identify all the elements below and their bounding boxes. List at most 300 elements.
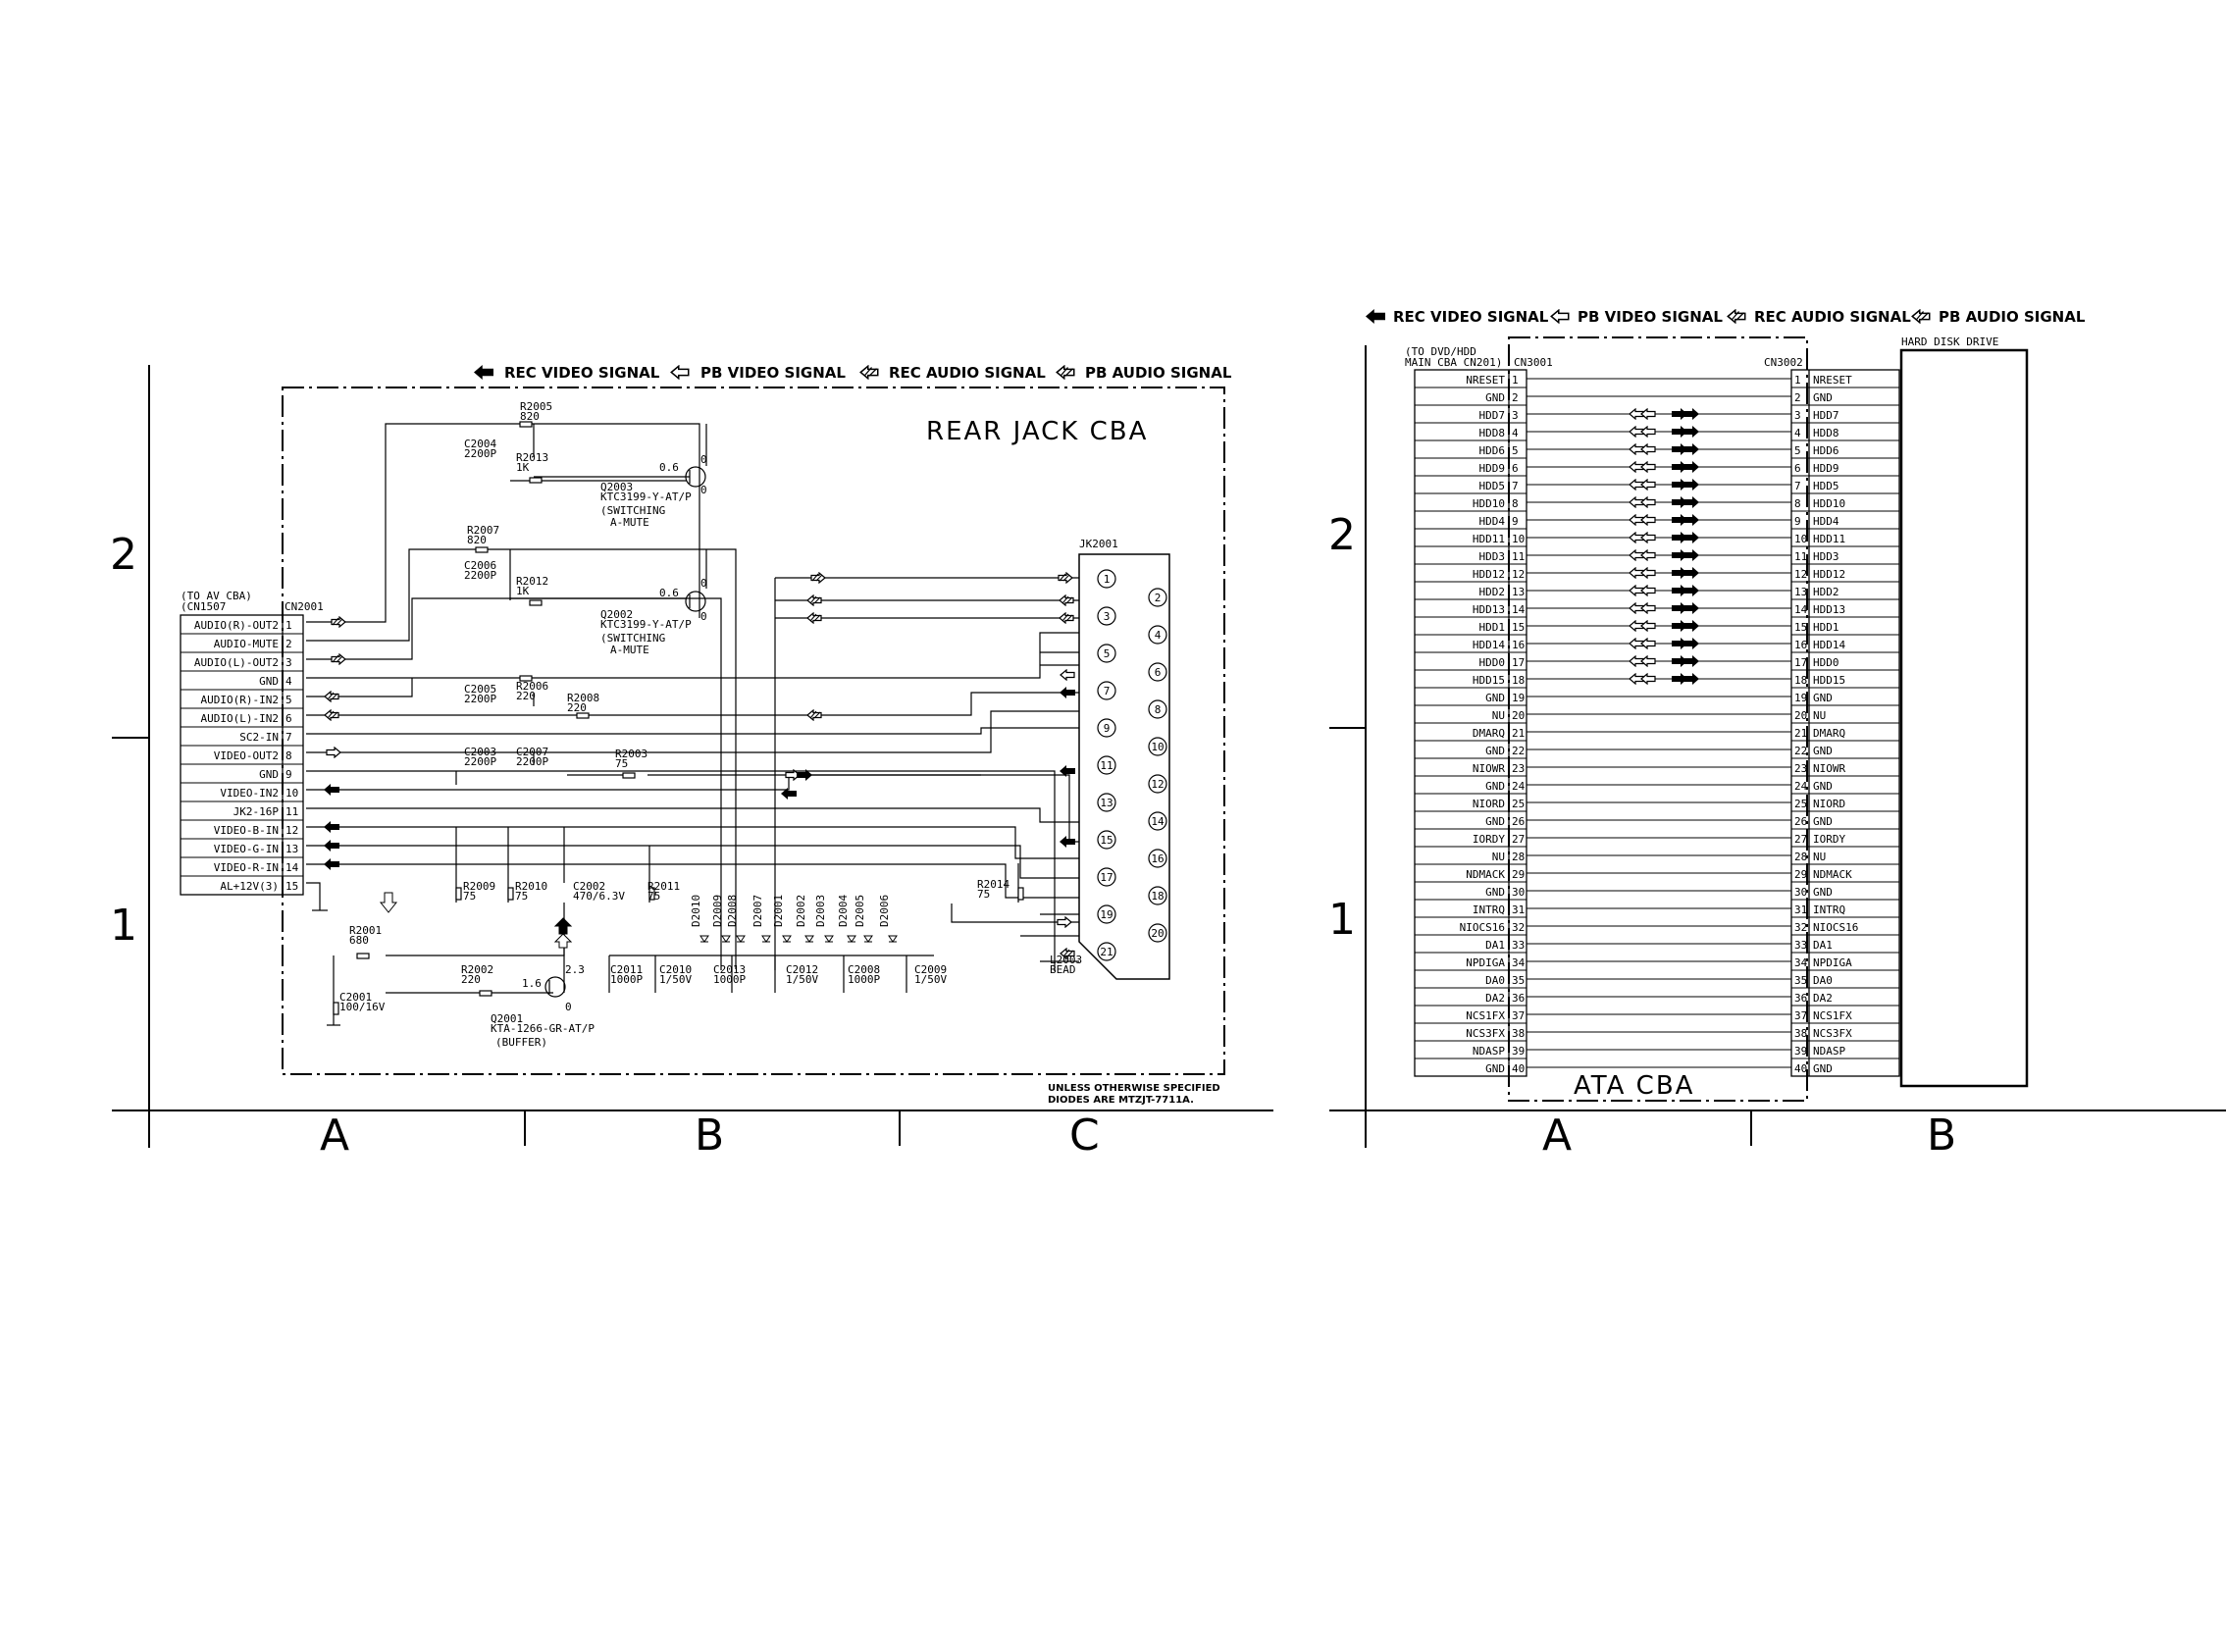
part-label-c2005: C2005 [464,683,497,696]
cn2001-pin-number: 6 [285,712,292,725]
diode-label-d2009: D2009 [711,894,724,927]
cn3001-pin-name: HDD3 [1478,550,1505,563]
diode-label-d2010: D2010 [690,894,702,927]
jk2001-pin-number: 20 [1151,927,1165,940]
part-label-q2003: Q2003 [600,481,634,493]
rec-video-arrow-icon [1683,514,1699,526]
diode-symbol-icon [700,936,708,942]
jk2001-pin-number: 1 [1103,573,1111,586]
cn3001-pin-name: NU [1491,851,1505,863]
cn2001-pin-number: 7 [285,731,292,744]
cn3002-pin-number: 30 [1794,886,1808,899]
cn3001-pin-number: 36 [1512,992,1526,1005]
cn3002-pin-number: 8 [1794,497,1801,510]
pb-audio-arrow-icon [1057,366,1074,379]
cn3001-pin-number: 2 [1512,391,1519,404]
part-label-r2013: R2013 [516,451,549,464]
rec-video-arrow-icon [1683,585,1699,596]
cn3002-pin-number: 11 [1794,550,1808,563]
cn3002-pin-number: 20 [1794,709,1808,722]
rec-video-arrow-icon [1683,567,1699,579]
cn3001-pin-number: 28 [1512,851,1526,863]
cn3002-pin-name: NDASP [1813,1045,1846,1058]
cn3002-pin-number: 6 [1794,462,1801,475]
rec-video-arrow-icon [474,365,493,380]
part-label-r2006v: 220 [516,690,536,702]
part-label-c2002: C2002 [573,880,606,893]
cn3002-pin-name: GND [1813,745,1833,757]
part-label-r2008v: 220 [567,701,587,714]
cn3002-pin-name: DMARQ [1813,727,1846,740]
cn3001-pin-name: NDMACK [1466,868,1505,881]
cn3002-pin-name: NIOWR [1813,762,1846,775]
legend-pb-audio-2: PB AUDIO SIGNAL [1939,308,2086,326]
cn3002-pin-number: 4 [1794,427,1801,439]
cn3002-pin-name: HDD9 [1813,462,1839,475]
part-label-c2004v: 2200P [464,447,497,460]
col-label-c-left: C [1069,1110,1100,1161]
diode-label-d2003: D2003 [814,894,827,927]
cn3001-pin-number: 11 [1512,550,1526,563]
cn3001-pin-name: GND [1485,745,1505,757]
part-label-c2007v: 2200P [516,755,549,768]
cn2001-pin-name: VIDEO-IN2 [220,787,279,800]
cn3002-pin-name: GND [1813,1062,1833,1075]
cn3002-pin-number: 25 [1794,798,1808,810]
rec-video-arrow-icon [1683,408,1699,420]
col-label-b-left: B [695,1110,725,1161]
jk2001-pin-number: 5 [1103,647,1111,660]
row-label-1-left: 1 [110,901,137,951]
cn3002-pin-name: NU [1813,709,1827,722]
part-label-r2010v: 75 [515,890,529,903]
part-label-v0e: 0 [565,1001,572,1013]
cn3002-pin-name: INTRQ [1813,903,1846,916]
cn3002-pin-number: 1 [1794,374,1801,387]
part-label-sw2a: (SWITCHING [600,632,666,645]
cn3002-pin-name: NRESET [1813,374,1852,387]
legend-rec-video: REC VIDEO SIGNAL [504,364,660,382]
part-label-r2003: R2003 [615,748,648,760]
cn3002-pin-number: 29 [1794,868,1808,881]
cn3001-pin-number: 38 [1512,1027,1526,1040]
part-label-r2014: R2014 [977,878,1010,891]
rear-jack-board-outline [283,387,1224,1074]
rec-video-arrow-icon [1683,602,1699,614]
cn2001-pin-number: 9 [285,768,292,781]
cn3001-pin-name: HDD5 [1478,480,1505,492]
cn3002-pin-name: GND [1813,886,1833,899]
jk2001-pin-number: 2 [1154,592,1162,604]
part-label-c2004: C2004 [464,438,497,450]
part-label-c2010v: 1/50V [659,973,693,986]
rec-video-arrow-icon [1683,673,1699,685]
cn2001-pin-name: VIDEO-G-IN [213,843,279,855]
rec-video-arrow-icon [1683,532,1699,543]
cn3002-pin-name: HDD1 [1813,621,1839,634]
row-label-2-left: 2 [110,530,137,580]
part-label-c2008: C2008 [848,963,881,976]
transistor-q2001 [545,977,565,997]
cn3001-pin-number: 16 [1512,639,1526,651]
right-sheet-frame [1329,345,2226,1148]
cn3001-pin-name: HDD10 [1472,497,1505,510]
cn3001-pin-name: INTRQ [1472,903,1505,916]
cn3002-pin-number: 32 [1794,921,1808,934]
cn3002-pin-name: NU [1813,851,1827,863]
pb-video-arrow-icon [1641,462,1655,472]
cn3002-pin-number: 14 [1794,603,1808,616]
part-label-v16: 1.6 [522,977,542,990]
cn3001-pin-name: DMARQ [1472,727,1505,740]
cn2001-pin-name: VIDEO-R-IN [213,861,279,874]
part-label-c2008v: 1000P [848,973,881,986]
cn3002-pin-number: 35 [1794,974,1808,987]
to-av-label-1: (TO AV CBA) [181,590,252,602]
cn3001-pin-name: NIORD [1472,798,1505,810]
legend-rec-audio-2: REC AUDIO SIGNAL [1754,308,1911,326]
pb-video-arrow-icon [1641,586,1655,595]
cn2001-pin-name: VIDEO-OUT2 [213,749,279,762]
cn2001-pin-number: 4 [285,675,292,688]
cn2001-pin-number: 3 [285,656,292,669]
part-label-c2012: C2012 [786,963,819,976]
cn3002-pin-name: HDD6 [1813,444,1839,457]
cn3001-pin-number: 13 [1512,586,1526,598]
jk2001-pin-number: 18 [1151,890,1165,903]
cn3001-pin-name: HDD8 [1478,427,1505,439]
part-label-v0b: 0 [700,484,707,496]
hdd-label: HARD DISK DRIVE [1901,336,1999,348]
cn3002-pin-number: 37 [1794,1009,1808,1022]
cn3002-pin-name: IORDY [1813,833,1846,846]
cn2001-pin-number: 14 [285,861,299,874]
diode-label-d2001: D2001 [772,894,785,927]
rec-video-arrow-icon [1683,443,1699,455]
rec-video-arrow-icon [1683,620,1699,632]
cn3002-pin-number: 23 [1794,762,1808,775]
cn2001-pin-name: JK2-16P [233,805,279,818]
cn3002-pin-name: HDD11 [1813,533,1846,545]
rec-video-arrow-icon [1683,655,1699,667]
part-label-c2001: C2001 [339,991,373,1004]
cn3002-pin-number: 12 [1794,568,1808,581]
cn3002-pin-number: 16 [1794,639,1808,651]
diode-label-d2008: D2008 [726,894,739,927]
cn3001-label: CN3001 [1514,356,1553,369]
cn2001-pin-name: AUDIO-MUTE [213,638,279,650]
cn3001-pin-name: HDD11 [1472,533,1505,545]
cn3001-pin-number: 21 [1512,727,1526,740]
part-label-c2013: C2013 [713,963,747,976]
cn3001-pin-number: 25 [1512,798,1526,810]
pb-video-arrow-icon [1641,674,1655,684]
part-label-l2003: L2003 [1050,954,1083,966]
cn3002-pin-name: HDD8 [1813,427,1839,439]
diode-symbol-icon [737,936,745,942]
cn3002-pin-name: NIOCS16 [1813,921,1859,934]
part-label-v06a: 0.6 [659,461,679,474]
diode-label-d2006: D2006 [878,894,891,927]
jk2001-pin-number: 4 [1154,629,1162,642]
rec-video-arrow-icon [1683,549,1699,561]
cn3002-pin-number: 22 [1794,745,1808,757]
cn2001-pin-number: 10 [285,787,299,800]
part-label-c2011v: 1000P [610,973,644,986]
cn2001-pin-number: 11 [285,805,299,818]
cn2001-pin-name: AUDIO(L)-OUT2 [193,656,279,669]
row-label-2-right: 2 [1328,510,1356,560]
cn3001-pin-number: 40 [1512,1062,1526,1075]
cn3002-pin-number: 24 [1794,780,1808,793]
cn3001-pin-name: GND [1485,1062,1505,1075]
cn3002-pin-name: HDD13 [1813,603,1846,616]
diode-symbol-icon [848,936,855,942]
pb-video-arrow-icon [1641,621,1655,631]
cn3002-pin-name: NIORD [1813,798,1846,810]
cn2001-pin-number: 8 [285,749,292,762]
part-label-q2002: Q2002 [600,608,634,621]
pb-video-arrow-icon [1641,480,1655,490]
legend-left [474,364,1232,382]
cn3002-pin-number: 7 [1794,480,1801,492]
diode-label-d2002: D2002 [795,894,807,927]
to-av-label-2: (CN1507 [181,600,227,613]
diode-symbol-icon [825,936,833,942]
hard-disk-drive-box [1901,350,2027,1086]
cn3002-pin-number: 2 [1794,391,1801,404]
cn2001-pin-name: AUDIO(L)-IN2 [200,712,279,725]
cn3002-pin-number: 34 [1794,956,1808,969]
part-label-q2001t: KTA-1266-GR-AT/P [491,1022,595,1035]
pb-video-arrow-icon [1641,639,1655,648]
part-label-r2006: R2006 [516,680,549,693]
diode-symbol-icon [864,936,872,942]
cn3001-pin-name: NRESET [1466,374,1505,387]
cn3002-pin-number: 9 [1794,515,1801,528]
cn3002-pin-number: 19 [1794,692,1808,704]
cn2001-pin-name: SC2-IN [239,731,279,744]
cn3001-pin-number: 3 [1512,409,1519,422]
diode-label-d2007: D2007 [751,894,764,927]
pb-video-arrow-icon [1641,568,1655,578]
cn3002-pin-number: 10 [1794,533,1808,545]
part-label-v0c: 0 [700,577,707,590]
jk2001-pin-number: 21 [1100,946,1113,958]
part-label-r2002: R2002 [461,963,494,976]
part-label-v0d: 0 [700,610,707,623]
cn3001-pin-number: 37 [1512,1009,1526,1022]
diode-note-1: UNLESS OTHERWISE SPECIFIED [1048,1083,1220,1094]
cn3001-pin-name: NIOWR [1472,762,1505,775]
cn3002-label: CN3002 [1764,356,1803,369]
jk2001-pin-number: 16 [1151,852,1165,865]
part-label-c2013v: 1000P [713,973,747,986]
cn3002-pin-name: NDMACK [1813,868,1852,881]
jk2001-pin-number: 10 [1151,741,1165,753]
cn3001-pin-number: 35 [1512,974,1526,987]
legend-rec-video-2: REC VIDEO SIGNAL [1393,308,1549,326]
jk2001-label: JK2001 [1079,538,1118,550]
cn3001-pin-name: NIOCS16 [1459,921,1505,934]
rec-video-arrow-icon [1683,496,1699,508]
part-label-r2009: R2009 [463,880,496,893]
cn3001-pin-name: NPDIGA [1466,956,1505,969]
cn3002-pin-number: 21 [1794,727,1808,740]
part-label-r2011v: 75 [647,890,661,903]
part-label-c2007: C2007 [516,746,549,758]
rear-jack-title: REAR JACK CBA [926,417,1149,446]
to-dvd-label-1: (TO DVD/HDD [1405,345,1476,358]
pb-video-arrow-icon [1641,656,1655,666]
pb-video-arrow-icon [1641,444,1655,454]
cn2001-pin-number: 2 [285,638,292,650]
diode-label-d2004: D2004 [837,894,850,927]
cn2001-pin-name: VIDEO-B-IN [213,824,279,837]
cn3002-pin-name: DA1 [1813,939,1833,952]
part-label-r2002v: 220 [461,973,481,986]
part-label-r2007: R2007 [467,524,500,537]
cn2001-pin-number: 5 [285,694,292,706]
cn3001-pin-number: 27 [1512,833,1526,846]
cn3001-pin-name: HDD9 [1478,462,1505,475]
ata-title: ATA CBA [1574,1071,1695,1101]
cn3001-pin-number: 19 [1512,692,1526,704]
ata-board-outline [1509,337,1807,1101]
cn2001-pin-name: AL+12V(3) [220,880,279,893]
diode-symbol-icon [805,936,813,942]
cn2001-pin-number: 12 [285,824,299,837]
cn3002-pin-name: HDD3 [1813,550,1839,563]
cn3001-pin-number: 17 [1512,656,1526,669]
cn2001-pin-name: GND [259,768,279,781]
part-label-q2001f: (BUFFER) [495,1036,547,1049]
col-label-b-right: B [1927,1110,1957,1161]
cn2001-pin-number: 13 [285,843,299,855]
jk2001-pin-number: 3 [1103,610,1111,623]
cn3001-pin-number: 14 [1512,603,1526,616]
cn3001-pin-number: 9 [1512,515,1519,528]
jk2001-pin-number: 6 [1154,666,1162,679]
part-label-r2001: R2001 [349,924,383,937]
jk2001-pin-number: 8 [1154,703,1162,716]
cn3001-pin-name: HDD14 [1472,639,1505,651]
cn3001-pin-number: 5 [1512,444,1519,457]
rec-video-arrow-icon [1683,461,1699,473]
cn3001-pin-name: NU [1491,709,1505,722]
part-label-v0a: 0 [700,453,707,466]
cn3001-pin-name: HDD4 [1478,515,1505,528]
cn3001-pin-number: 23 [1512,762,1526,775]
cn3001-pin-number: 15 [1512,621,1526,634]
cn3002-pin-name: NPDIGA [1813,956,1852,969]
part-label-c2001v: 100/16V [339,1001,386,1013]
jk2001-pin-number: 15 [1100,834,1113,847]
cn3002-pin-name: HDD12 [1813,568,1846,581]
cn3001-pin-name: GND [1485,780,1505,793]
part-label-r2008: R2008 [567,692,600,704]
cn3001-pin-number: 31 [1512,903,1526,916]
pb-video-arrow-icon [1641,409,1655,419]
rec-audio-arrow-icon [860,366,878,379]
jk2001-pin-number: 7 [1103,685,1111,697]
cn3002-pin-name: GND [1813,692,1833,704]
jk2001-pin-number: 19 [1100,908,1113,921]
part-label-l2003v: BEAD [1050,963,1076,976]
cn2001-pin-name: AUDIO(R)-IN2 [200,694,279,706]
cn3001-pin-name: HDD12 [1472,568,1505,581]
cn3002-pin-number: 27 [1794,833,1808,846]
pb-video-arrow-icon [1641,603,1655,613]
part-label-q2003t: KTC3199-Y-AT/P [600,490,692,503]
cn2001-pin-number: 1 [285,619,292,632]
rec-video-arrow-icon-2 [1366,309,1385,324]
cn3002-pin-name: NCS3FX [1813,1027,1852,1040]
jk2001-pin-number: 13 [1100,797,1113,809]
cn3001-pin-name: HDD2 [1478,586,1505,598]
cn3002-pin-number: 13 [1794,586,1808,598]
cn3001-pin-name: DA0 [1485,974,1505,987]
cn3001-pin-number: 10 [1512,533,1526,545]
cn3001-pin-name: GND [1485,886,1505,899]
cn3002-pin-name: HDD15 [1813,674,1846,687]
cn3001-pin-number: 26 [1512,815,1526,828]
part-label-q2002t: KTC3199-Y-AT/P [600,618,692,631]
cn3001-pin-number: 12 [1512,568,1526,581]
part-label-c2006: C2006 [464,559,497,572]
part-label-v23: 2.3 [565,963,585,976]
cn2001-pin-name: GND [259,675,279,688]
part-label-r2010: R2010 [515,880,548,893]
diode-symbol-icon [762,936,770,942]
col-label-a-right: A [1542,1110,1573,1161]
cn3002-pin-number: 31 [1794,903,1808,916]
cn3002-pin-name: DA0 [1813,974,1833,987]
rear-jack-part-labels [339,400,1082,1049]
cn3002-pin-name: HDD5 [1813,480,1839,492]
diode-symbol-icon [722,936,730,942]
rear-jack-wiring [306,424,1079,1025]
cn3002-pin-number: 18 [1794,674,1808,687]
pb-video-arrow-icon [1641,550,1655,560]
part-label-r2009v: 75 [463,890,477,903]
cn3001-pin-number: 1 [1512,374,1519,387]
cn3002-pin-name: HDD14 [1813,639,1846,651]
part-label-c2009v: 1/50V [914,973,948,986]
cn3001-pin-number: 33 [1512,939,1526,952]
cn3001-pin-name: HDD13 [1472,603,1505,616]
part-label-r2011: R2011 [647,880,681,893]
part-label-r2001v: 680 [349,934,369,947]
legend-pb-audio: PB AUDIO SIGNAL [1085,364,1232,382]
legend-right [1366,308,2086,326]
part-label-c2009: C2009 [914,963,948,976]
cn3001-pin-number: 30 [1512,886,1526,899]
cn3001-pin-name: NCS1FX [1466,1009,1505,1022]
pb-audio-arrow-icon-2 [1912,310,1930,323]
ata-connectors [1415,370,1899,1076]
cn2001-label: CN2001 [285,600,324,613]
cn3002-pin-number: 26 [1794,815,1808,828]
cn3001-pin-number: 18 [1512,674,1526,687]
cn3001-pin-name: HDD0 [1478,656,1505,669]
cn3002-pin-number: 17 [1794,656,1808,669]
part-label-r2012: R2012 [516,575,549,588]
part-label-r2012v: 1K [516,585,530,597]
cn3001-pin-number: 22 [1512,745,1526,757]
legend-pb-video: PB VIDEO SIGNAL [700,364,846,382]
jk2001-pin-number: 17 [1100,871,1113,884]
